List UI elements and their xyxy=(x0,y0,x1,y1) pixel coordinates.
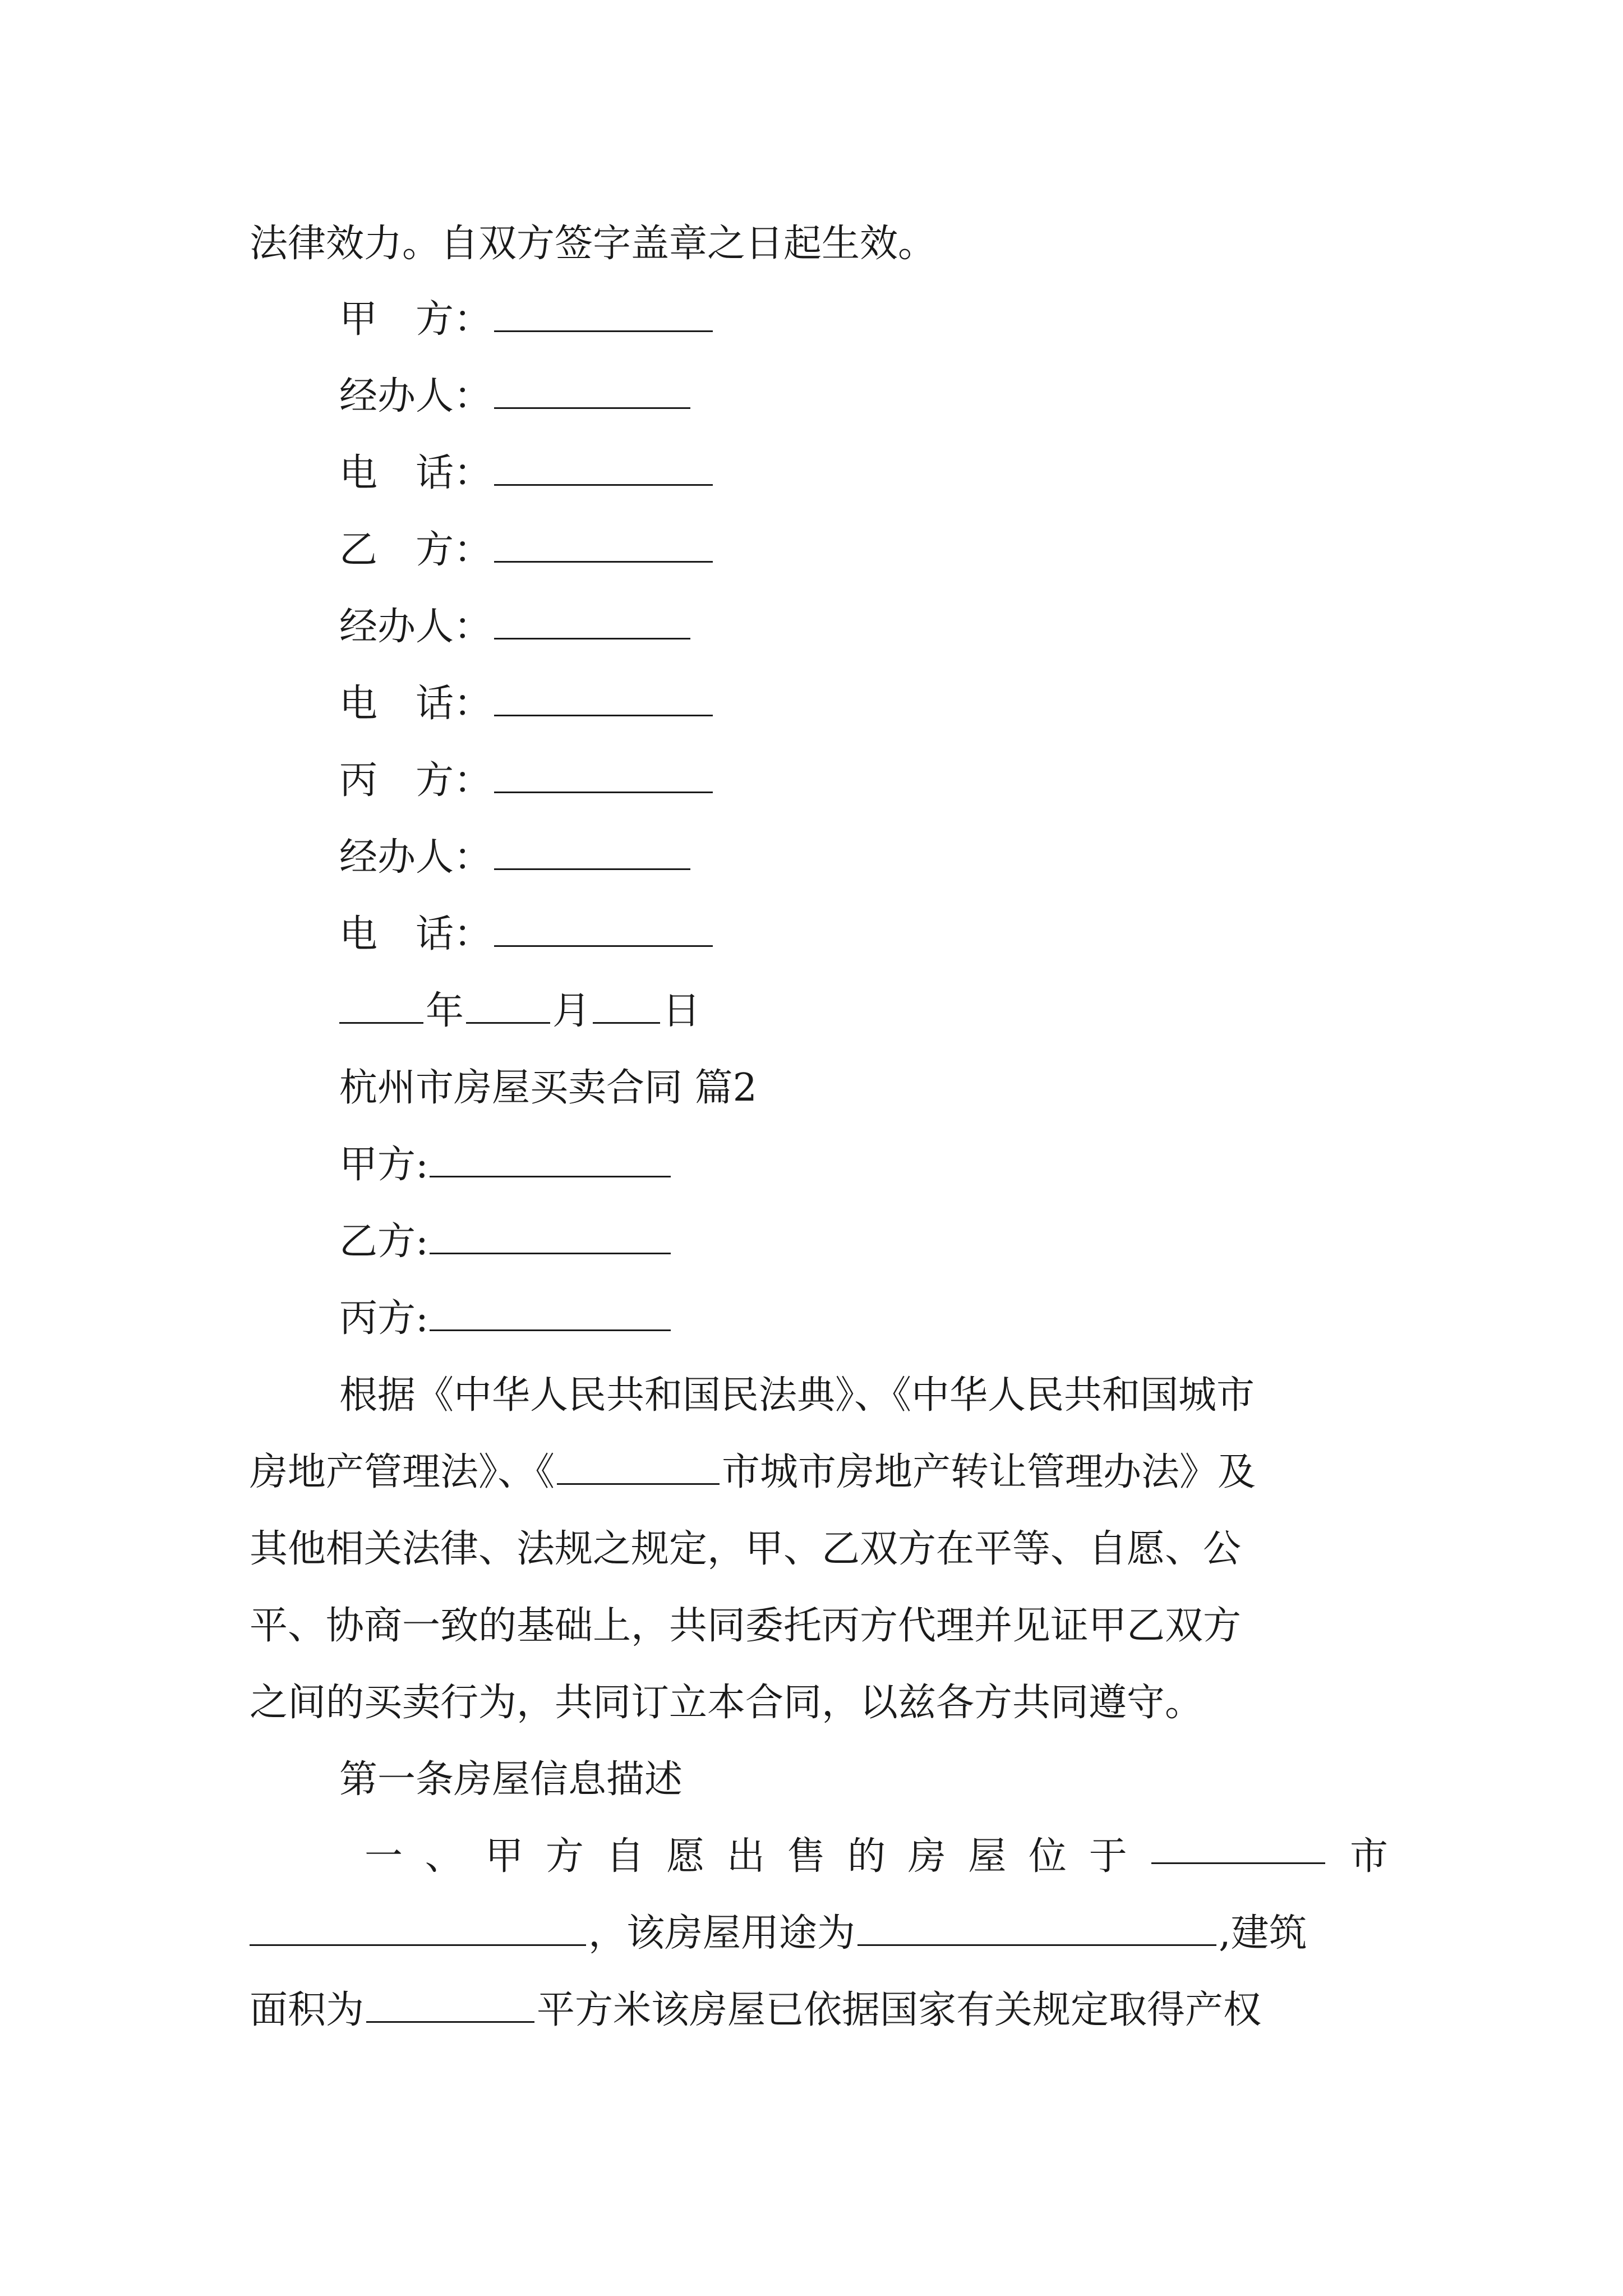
article-char: 方 xyxy=(545,1834,584,1879)
article-1-line-3 xyxy=(250,1982,1388,2039)
continuation-text-content: 法律效力。自双方签字盖章之日起生效。 xyxy=(250,222,937,266)
preamble-line-4 xyxy=(250,1598,1388,1654)
day-label: 日 xyxy=(662,989,701,1033)
article-title-text: 第一条房屋信息描述 xyxy=(339,1757,683,1802)
signature-party-c xyxy=(339,753,715,809)
party-b-line xyxy=(339,1214,673,1270)
signature-blank xyxy=(494,912,713,947)
year-blank xyxy=(339,988,423,1024)
preamble-text: 之间的买卖行为，共同订立本合同，以兹各方共同遵守。 xyxy=(250,1681,1204,1725)
signature-blank xyxy=(494,374,690,409)
area-blank xyxy=(366,1987,534,2023)
date-line xyxy=(339,983,700,1039)
signature-phone-a xyxy=(339,445,715,501)
preamble-line-5 xyxy=(250,1675,1388,1731)
section-title xyxy=(339,1060,757,1116)
article-text: 面积为 xyxy=(250,1988,365,2032)
article-char: 位 xyxy=(1029,1834,1067,1879)
party-a-line xyxy=(339,1137,673,1193)
signature-label: 经办人： xyxy=(339,374,492,418)
article-1-title xyxy=(339,1752,683,1808)
signature-label: 电 话： xyxy=(339,682,492,726)
signature-party-b xyxy=(339,522,715,578)
preamble-line-3 xyxy=(250,1521,1388,1577)
party-label: 乙方: xyxy=(339,1220,428,1264)
article-char: 售 xyxy=(787,1834,826,1879)
city-blank xyxy=(557,1450,720,1485)
location-city-blank xyxy=(1151,1829,1325,1864)
preamble-text: 市城市房地产转让管理办法》及 xyxy=(722,1450,1256,1494)
article-char: 自 xyxy=(606,1834,644,1879)
article-1-line-2 xyxy=(250,1906,1388,1962)
signature-phone-b xyxy=(339,676,715,732)
signature-agent-b xyxy=(339,599,693,655)
signature-label: 经办人： xyxy=(339,605,492,649)
signature-blank xyxy=(494,450,713,486)
signature-blank xyxy=(494,297,713,332)
party-blank xyxy=(430,1296,671,1331)
signature-blank xyxy=(494,681,713,716)
signature-blank xyxy=(494,758,713,793)
party-label: 甲方: xyxy=(339,1143,428,1187)
signature-label: 丙 方： xyxy=(339,758,492,803)
month-blank xyxy=(466,988,550,1024)
signature-blank xyxy=(494,604,690,639)
signature-label: 甲 方： xyxy=(339,297,492,342)
signature-agent-a xyxy=(339,369,693,425)
signature-label: 电 话： xyxy=(339,451,492,495)
article-char: 、 xyxy=(425,1834,463,1879)
article-1-line-1 xyxy=(365,1829,1388,1885)
article-1-line-1-spread xyxy=(365,1829,1388,1885)
day-blank xyxy=(593,988,660,1024)
usage-blank xyxy=(857,1911,1216,1946)
signature-blank xyxy=(494,835,690,870)
signature-label: 电 话： xyxy=(339,912,492,956)
article-char: 屋 xyxy=(968,1834,1007,1879)
party-c-line xyxy=(339,1291,673,1347)
section-title-text: 杭州市房屋买卖合同 篇2 xyxy=(339,1066,757,1110)
article-char: 愿 xyxy=(666,1834,705,1879)
preamble-text: 房地产管理法》、《 xyxy=(250,1450,555,1494)
preamble-text: 其他相关法律、法规之规定，甲、乙双方在平等、自愿、公 xyxy=(250,1527,1242,1571)
party-label: 丙方: xyxy=(339,1296,428,1341)
month-label: 月 xyxy=(552,989,591,1033)
party-blank xyxy=(430,1142,671,1177)
article-char: 出 xyxy=(726,1834,765,1879)
article-text: 平方米该房屋已依据国家有关规定取得产权 xyxy=(537,1988,1262,2032)
year-label: 年 xyxy=(426,989,464,1033)
signature-label: 经办人： xyxy=(339,835,492,880)
article-char: 的 xyxy=(847,1834,886,1879)
signature-phone-c xyxy=(339,907,715,963)
location-address-blank xyxy=(250,1911,586,1946)
preamble-text: 平、协商一致的基础上，共同委托丙方代理并见证甲乙双方 xyxy=(250,1604,1242,1648)
article-char: 市 xyxy=(1349,1834,1388,1879)
preamble-text: 根据《中华人民共和国民法典》、《中华人民共和国城市 xyxy=(339,1373,1255,1418)
article-char: 一 xyxy=(365,1834,403,1879)
preamble-line-1 xyxy=(339,1368,1388,1424)
article-text: ,建筑 xyxy=(1219,1911,1307,1955)
preamble-line-2 xyxy=(250,1444,1388,1501)
party-blank xyxy=(430,1219,671,1254)
article-text: ，该房屋用途为 xyxy=(588,1911,856,1955)
article-char: 房 xyxy=(907,1834,946,1879)
signature-agent-c xyxy=(339,830,693,886)
continuation-text xyxy=(250,216,936,272)
signature-party-a xyxy=(339,292,715,348)
signature-label: 乙 方： xyxy=(339,528,492,572)
article-char: 于 xyxy=(1089,1834,1127,1879)
signature-blank xyxy=(494,527,713,563)
article-char: 甲 xyxy=(485,1834,524,1879)
